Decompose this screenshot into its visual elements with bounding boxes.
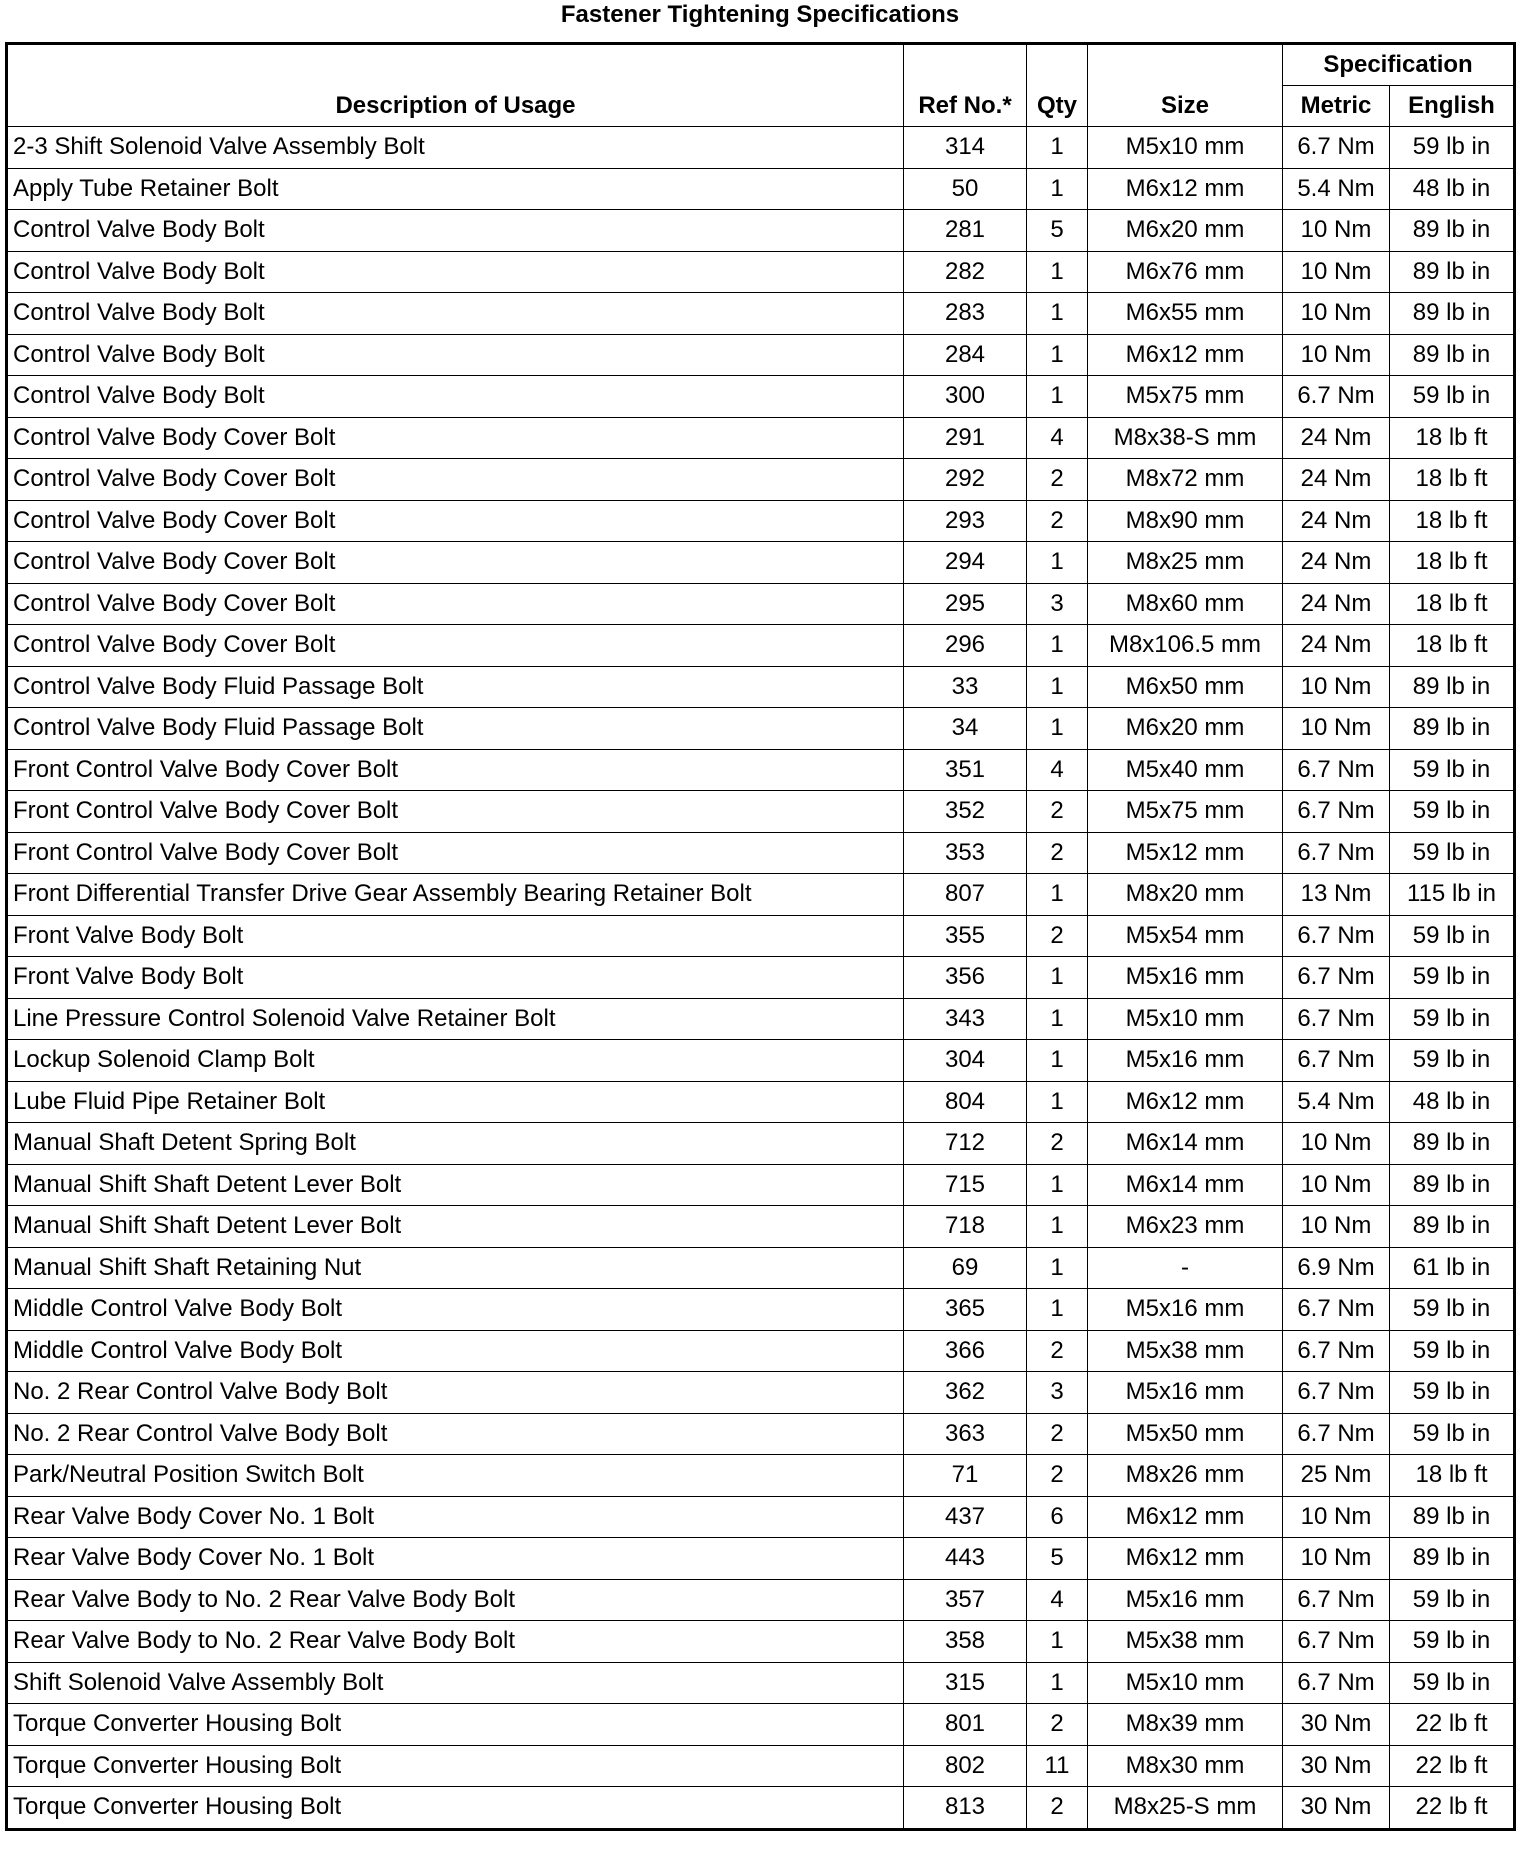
cell-metric: 10 Nm bbox=[1283, 1123, 1390, 1165]
cell-qty: 1 bbox=[1027, 957, 1088, 999]
cell-size: M6x12 mm bbox=[1088, 1538, 1283, 1580]
cell-description: Front Valve Body Bolt bbox=[7, 915, 904, 957]
cell-qty: 1 bbox=[1027, 1621, 1088, 1663]
table-row bbox=[7, 168, 1515, 210]
cell-english: 89 lb in bbox=[1390, 334, 1515, 376]
cell-english: 59 lb in bbox=[1390, 1040, 1515, 1082]
cell-qty: 1 bbox=[1027, 376, 1088, 418]
cell-ref-no: 356 bbox=[904, 957, 1027, 999]
table-row bbox=[7, 1081, 1515, 1123]
cell-ref-no: 352 bbox=[904, 791, 1027, 833]
cell-ref-no: 293 bbox=[904, 500, 1027, 542]
cell-english: 89 lb in bbox=[1390, 708, 1515, 750]
table-row bbox=[7, 293, 1515, 335]
cell-ref-no: 281 bbox=[904, 210, 1027, 252]
cell-description: Control Valve Body Cover Bolt bbox=[7, 542, 904, 584]
cell-ref-no: 295 bbox=[904, 583, 1027, 625]
cell-ref-no: 69 bbox=[904, 1247, 1027, 1289]
cell-qty: 1 bbox=[1027, 1164, 1088, 1206]
table-row bbox=[7, 666, 1515, 708]
cell-qty: 2 bbox=[1027, 1787, 1088, 1830]
table-row bbox=[7, 1164, 1515, 1206]
cell-size: M6x12 mm bbox=[1088, 1496, 1283, 1538]
cell-qty: 1 bbox=[1027, 998, 1088, 1040]
cell-qty: 1 bbox=[1027, 1081, 1088, 1123]
cell-qty: 11 bbox=[1027, 1745, 1088, 1787]
cell-ref-no: 365 bbox=[904, 1289, 1027, 1331]
cell-description: Torque Converter Housing Bolt bbox=[7, 1787, 904, 1830]
cell-metric: 6.7 Nm bbox=[1283, 749, 1390, 791]
cell-size: M5x75 mm bbox=[1088, 376, 1283, 418]
cell-qty: 1 bbox=[1027, 708, 1088, 750]
cell-english: 48 lb in bbox=[1390, 168, 1515, 210]
cell-metric: 6.7 Nm bbox=[1283, 1579, 1390, 1621]
cell-description: Control Valve Body Cover Bolt bbox=[7, 417, 904, 459]
cell-size: M8x26 mm bbox=[1088, 1455, 1283, 1497]
cell-qty: 5 bbox=[1027, 1538, 1088, 1580]
cell-english: 48 lb in bbox=[1390, 1081, 1515, 1123]
cell-ref-no: 71 bbox=[904, 1455, 1027, 1497]
cell-english: 59 lb in bbox=[1390, 957, 1515, 999]
cell-english: 18 lb ft bbox=[1390, 459, 1515, 501]
table-row bbox=[7, 127, 1515, 169]
table-row bbox=[7, 334, 1515, 376]
cell-english: 61 lb in bbox=[1390, 1247, 1515, 1289]
cell-size: M6x20 mm bbox=[1088, 210, 1283, 252]
cell-qty: 4 bbox=[1027, 1579, 1088, 1621]
table-row bbox=[7, 957, 1515, 999]
cell-english: 22 lb ft bbox=[1390, 1787, 1515, 1830]
cell-size: M8x106.5 mm bbox=[1088, 625, 1283, 667]
cell-size: M5x10 mm bbox=[1088, 1662, 1283, 1704]
header-qty: Qty bbox=[1027, 44, 1088, 127]
cell-description: Control Valve Body Cover Bolt bbox=[7, 500, 904, 542]
cell-size: M5x75 mm bbox=[1088, 791, 1283, 833]
cell-metric: 24 Nm bbox=[1283, 542, 1390, 584]
cell-metric: 5.4 Nm bbox=[1283, 168, 1390, 210]
cell-qty: 2 bbox=[1027, 1330, 1088, 1372]
cell-metric: 25 Nm bbox=[1283, 1455, 1390, 1497]
cell-qty: 1 bbox=[1027, 1247, 1088, 1289]
cell-description: Shift Solenoid Valve Assembly Bolt bbox=[7, 1662, 904, 1704]
cell-description: Front Differential Transfer Drive Gear Assembly Bearing Retainer Bolt bbox=[7, 874, 904, 916]
cell-ref-no: 358 bbox=[904, 1621, 1027, 1663]
table-row bbox=[7, 251, 1515, 293]
cell-qty: 2 bbox=[1027, 1704, 1088, 1746]
cell-metric: 24 Nm bbox=[1283, 583, 1390, 625]
cell-description: Control Valve Body Fluid Passage Bolt bbox=[7, 708, 904, 750]
table-row bbox=[7, 625, 1515, 667]
header-english: English bbox=[1390, 86, 1515, 127]
cell-english: 59 lb in bbox=[1390, 791, 1515, 833]
cell-qty: 2 bbox=[1027, 791, 1088, 833]
cell-description: Front Valve Body Bolt bbox=[7, 957, 904, 999]
cell-english: 59 lb in bbox=[1390, 1621, 1515, 1663]
cell-size: M6x50 mm bbox=[1088, 666, 1283, 708]
cell-size: M6x14 mm bbox=[1088, 1123, 1283, 1165]
cell-qty: 1 bbox=[1027, 168, 1088, 210]
cell-english: 89 lb in bbox=[1390, 666, 1515, 708]
cell-metric: 10 Nm bbox=[1283, 666, 1390, 708]
cell-qty: 2 bbox=[1027, 459, 1088, 501]
cell-ref-no: 294 bbox=[904, 542, 1027, 584]
cell-english: 59 lb in bbox=[1390, 1289, 1515, 1331]
cell-ref-no: 292 bbox=[904, 459, 1027, 501]
cell-description: No. 2 Rear Control Valve Body Bolt bbox=[7, 1413, 904, 1455]
cell-ref-no: 363 bbox=[904, 1413, 1027, 1455]
cell-qty: 1 bbox=[1027, 127, 1088, 169]
cell-english: 89 lb in bbox=[1390, 1123, 1515, 1165]
cell-qty: 1 bbox=[1027, 1206, 1088, 1248]
cell-size: M5x16 mm bbox=[1088, 957, 1283, 999]
cell-metric: 5.4 Nm bbox=[1283, 1081, 1390, 1123]
table-row bbox=[7, 583, 1515, 625]
cell-qty: 2 bbox=[1027, 915, 1088, 957]
cell-description: Lockup Solenoid Clamp Bolt bbox=[7, 1040, 904, 1082]
cell-size: M6x20 mm bbox=[1088, 708, 1283, 750]
table-row bbox=[7, 1579, 1515, 1621]
cell-english: 59 lb in bbox=[1390, 915, 1515, 957]
cell-size: M8x39 mm bbox=[1088, 1704, 1283, 1746]
cell-english: 89 lb in bbox=[1390, 293, 1515, 335]
cell-size: M5x10 mm bbox=[1088, 127, 1283, 169]
cell-qty: 1 bbox=[1027, 293, 1088, 335]
cell-metric: 30 Nm bbox=[1283, 1745, 1390, 1787]
cell-description: Manual Shift Shaft Retaining Nut bbox=[7, 1247, 904, 1289]
cell-size: M5x12 mm bbox=[1088, 832, 1283, 874]
cell-size: M6x23 mm bbox=[1088, 1206, 1283, 1248]
table-row bbox=[7, 1704, 1515, 1746]
cell-metric: 6.7 Nm bbox=[1283, 127, 1390, 169]
cell-metric: 6.7 Nm bbox=[1283, 998, 1390, 1040]
header-ref-no: Ref No.* bbox=[904, 44, 1027, 127]
cell-qty: 1 bbox=[1027, 334, 1088, 376]
cell-ref-no: 296 bbox=[904, 625, 1027, 667]
cell-qty: 1 bbox=[1027, 874, 1088, 916]
cell-metric: 6.7 Nm bbox=[1283, 791, 1390, 833]
cell-description: Rear Valve Body to No. 2 Rear Valve Body Bolt bbox=[7, 1579, 904, 1621]
cell-metric: 24 Nm bbox=[1283, 417, 1390, 459]
cell-ref-no: 351 bbox=[904, 749, 1027, 791]
cell-size: M8x72 mm bbox=[1088, 459, 1283, 501]
cell-metric: 6.7 Nm bbox=[1283, 957, 1390, 999]
cell-size: M6x55 mm bbox=[1088, 293, 1283, 335]
table-row bbox=[7, 1289, 1515, 1331]
table-row bbox=[7, 998, 1515, 1040]
cell-size: M8x60 mm bbox=[1088, 583, 1283, 625]
cell-ref-no: 718 bbox=[904, 1206, 1027, 1248]
cell-ref-no: 362 bbox=[904, 1372, 1027, 1414]
table-row bbox=[7, 1496, 1515, 1538]
cell-description: Manual Shaft Detent Spring Bolt bbox=[7, 1123, 904, 1165]
cell-metric: 10 Nm bbox=[1283, 251, 1390, 293]
cell-english: 59 lb in bbox=[1390, 1662, 1515, 1704]
table-row bbox=[7, 915, 1515, 957]
cell-size: M5x38 mm bbox=[1088, 1330, 1283, 1372]
cell-metric: 6.7 Nm bbox=[1283, 1372, 1390, 1414]
cell-english: 18 lb ft bbox=[1390, 625, 1515, 667]
cell-ref-no: 50 bbox=[904, 168, 1027, 210]
cell-description: Torque Converter Housing Bolt bbox=[7, 1704, 904, 1746]
table-row bbox=[7, 542, 1515, 584]
cell-ref-no: 437 bbox=[904, 1496, 1027, 1538]
cell-english: 18 lb ft bbox=[1390, 417, 1515, 459]
cell-description: Manual Shift Shaft Detent Lever Bolt bbox=[7, 1206, 904, 1248]
cell-english: 89 lb in bbox=[1390, 251, 1515, 293]
cell-size: M8x25 mm bbox=[1088, 542, 1283, 584]
table-row bbox=[7, 500, 1515, 542]
table-row bbox=[7, 1330, 1515, 1372]
cell-ref-no: 801 bbox=[904, 1704, 1027, 1746]
cell-metric: 6.7 Nm bbox=[1283, 376, 1390, 418]
table-row bbox=[7, 1040, 1515, 1082]
cell-english: 59 lb in bbox=[1390, 1413, 1515, 1455]
cell-description: Middle Control Valve Body Bolt bbox=[7, 1330, 904, 1372]
cell-english: 59 lb in bbox=[1390, 1372, 1515, 1414]
cell-english: 89 lb in bbox=[1390, 210, 1515, 252]
cell-english: 59 lb in bbox=[1390, 1330, 1515, 1372]
cell-size: M8x38-S mm bbox=[1088, 417, 1283, 459]
cell-qty: 4 bbox=[1027, 417, 1088, 459]
cell-size: M6x76 mm bbox=[1088, 251, 1283, 293]
cell-metric: 10 Nm bbox=[1283, 334, 1390, 376]
table-row bbox=[7, 417, 1515, 459]
cell-size: M5x40 mm bbox=[1088, 749, 1283, 791]
cell-ref-no: 343 bbox=[904, 998, 1027, 1040]
cell-description: Control Valve Body Cover Bolt bbox=[7, 459, 904, 501]
cell-qty: 2 bbox=[1027, 832, 1088, 874]
cell-description: Control Valve Body Cover Bolt bbox=[7, 625, 904, 667]
cell-english: 89 lb in bbox=[1390, 1206, 1515, 1248]
cell-description: Torque Converter Housing Bolt bbox=[7, 1745, 904, 1787]
cell-metric: 24 Nm bbox=[1283, 625, 1390, 667]
cell-size: M5x16 mm bbox=[1088, 1372, 1283, 1414]
table-body bbox=[7, 127, 1515, 1830]
cell-english: 59 lb in bbox=[1390, 1579, 1515, 1621]
cell-qty: 1 bbox=[1027, 625, 1088, 667]
table-row bbox=[7, 1538, 1515, 1580]
table-row bbox=[7, 1413, 1515, 1455]
cell-english: 89 lb in bbox=[1390, 1538, 1515, 1580]
cell-ref-no: 813 bbox=[904, 1787, 1027, 1830]
cell-metric: 6.7 Nm bbox=[1283, 1413, 1390, 1455]
cell-english: 59 lb in bbox=[1390, 998, 1515, 1040]
cell-description: Lube Fluid Pipe Retainer Bolt bbox=[7, 1081, 904, 1123]
cell-qty: 2 bbox=[1027, 1123, 1088, 1165]
cell-metric: 13 Nm bbox=[1283, 874, 1390, 916]
cell-description: Control Valve Body Bolt bbox=[7, 210, 904, 252]
cell-ref-no: 355 bbox=[904, 915, 1027, 957]
cell-metric: 10 Nm bbox=[1283, 708, 1390, 750]
cell-description: Control Valve Body Bolt bbox=[7, 376, 904, 418]
cell-metric: 10 Nm bbox=[1283, 1538, 1390, 1580]
cell-size: M5x16 mm bbox=[1088, 1040, 1283, 1082]
cell-metric: 10 Nm bbox=[1283, 1164, 1390, 1206]
cell-qty: 1 bbox=[1027, 1289, 1088, 1331]
cell-ref-no: 304 bbox=[904, 1040, 1027, 1082]
cell-metric: 6.7 Nm bbox=[1283, 1330, 1390, 1372]
cell-ref-no: 291 bbox=[904, 417, 1027, 459]
cell-english: 18 lb ft bbox=[1390, 583, 1515, 625]
cell-size: M5x50 mm bbox=[1088, 1413, 1283, 1455]
cell-size: M8x25-S mm bbox=[1088, 1787, 1283, 1830]
cell-qty: 2 bbox=[1027, 1413, 1088, 1455]
cell-description: No. 2 Rear Control Valve Body Bolt bbox=[7, 1372, 904, 1414]
table-row bbox=[7, 210, 1515, 252]
cell-english: 22 lb ft bbox=[1390, 1745, 1515, 1787]
cell-description: Control Valve Body Cover Bolt bbox=[7, 583, 904, 625]
cell-qty: 2 bbox=[1027, 1455, 1088, 1497]
cell-qty: 4 bbox=[1027, 749, 1088, 791]
cell-metric: 6.7 Nm bbox=[1283, 1040, 1390, 1082]
cell-qty: 1 bbox=[1027, 542, 1088, 584]
cell-qty: 1 bbox=[1027, 1662, 1088, 1704]
cell-size: - bbox=[1088, 1247, 1283, 1289]
cell-metric: 6.7 Nm bbox=[1283, 1621, 1390, 1663]
cell-metric: 10 Nm bbox=[1283, 1206, 1390, 1248]
cell-english: 18 lb ft bbox=[1390, 1455, 1515, 1497]
cell-description: Front Control Valve Body Cover Bolt bbox=[7, 749, 904, 791]
cell-qty: 5 bbox=[1027, 210, 1088, 252]
table-row bbox=[7, 376, 1515, 418]
cell-description: Rear Valve Body Cover No. 1 Bolt bbox=[7, 1496, 904, 1538]
cell-ref-no: 315 bbox=[904, 1662, 1027, 1704]
cell-english: 22 lb ft bbox=[1390, 1704, 1515, 1746]
cell-qty: 2 bbox=[1027, 500, 1088, 542]
cell-description: Apply Tube Retainer Bolt bbox=[7, 168, 904, 210]
header-description: Description of Usage bbox=[7, 44, 904, 127]
cell-description: Middle Control Valve Body Bolt bbox=[7, 1289, 904, 1331]
cell-size: M5x38 mm bbox=[1088, 1621, 1283, 1663]
cell-english: 18 lb ft bbox=[1390, 500, 1515, 542]
cell-ref-no: 283 bbox=[904, 293, 1027, 335]
table-row bbox=[7, 1247, 1515, 1289]
cell-description: Control Valve Body Bolt bbox=[7, 334, 904, 376]
cell-size: M8x20 mm bbox=[1088, 874, 1283, 916]
cell-size: M5x16 mm bbox=[1088, 1289, 1283, 1331]
cell-ref-no: 357 bbox=[904, 1579, 1027, 1621]
cell-metric: 6.7 Nm bbox=[1283, 915, 1390, 957]
cell-ref-no: 807 bbox=[904, 874, 1027, 916]
cell-size: M6x14 mm bbox=[1088, 1164, 1283, 1206]
table-row bbox=[7, 1745, 1515, 1787]
cell-size: M8x30 mm bbox=[1088, 1745, 1283, 1787]
cell-ref-no: 284 bbox=[904, 334, 1027, 376]
cell-english: 18 lb ft bbox=[1390, 542, 1515, 584]
cell-metric: 6.7 Nm bbox=[1283, 1289, 1390, 1331]
table-row bbox=[7, 791, 1515, 833]
cell-metric: 10 Nm bbox=[1283, 210, 1390, 252]
cell-size: M6x12 mm bbox=[1088, 1081, 1283, 1123]
cell-ref-no: 802 bbox=[904, 1745, 1027, 1787]
table-row bbox=[7, 1662, 1515, 1704]
cell-qty: 1 bbox=[1027, 666, 1088, 708]
cell-description: Control Valve Body Fluid Passage Bolt bbox=[7, 666, 904, 708]
table-row bbox=[7, 708, 1515, 750]
cell-english: 115 lb in bbox=[1390, 874, 1515, 916]
cell-qty: 3 bbox=[1027, 583, 1088, 625]
table-row bbox=[7, 749, 1515, 791]
cell-metric: 30 Nm bbox=[1283, 1787, 1390, 1830]
cell-english: 89 lb in bbox=[1390, 1496, 1515, 1538]
cell-ref-no: 33 bbox=[904, 666, 1027, 708]
table-row bbox=[7, 1621, 1515, 1663]
page-title: Fastener Tightening Specifications bbox=[560, 1, 960, 28]
cell-size: M5x10 mm bbox=[1088, 998, 1283, 1040]
cell-ref-no: 443 bbox=[904, 1538, 1027, 1580]
cell-description: Rear Valve Body to No. 2 Rear Valve Body Bolt bbox=[7, 1621, 904, 1663]
cell-ref-no: 282 bbox=[904, 251, 1027, 293]
cell-ref-no: 300 bbox=[904, 376, 1027, 418]
table-row bbox=[7, 874, 1515, 916]
cell-size: M5x16 mm bbox=[1088, 1579, 1283, 1621]
cell-metric: 24 Nm bbox=[1283, 459, 1390, 501]
cell-ref-no: 804 bbox=[904, 1081, 1027, 1123]
table-row bbox=[7, 1787, 1515, 1830]
header-specification: Specification bbox=[1283, 44, 1515, 86]
cell-metric: 6.9 Nm bbox=[1283, 1247, 1390, 1289]
cell-ref-no: 712 bbox=[904, 1123, 1027, 1165]
cell-description: Line Pressure Control Solenoid Valve Retainer Bolt bbox=[7, 998, 904, 1040]
cell-english: 89 lb in bbox=[1390, 1164, 1515, 1206]
table-row bbox=[7, 1123, 1515, 1165]
cell-metric: 6.7 Nm bbox=[1283, 1662, 1390, 1704]
spec-table bbox=[5, 42, 1516, 1831]
cell-description: Control Valve Body Bolt bbox=[7, 251, 904, 293]
table-row bbox=[7, 459, 1515, 501]
cell-description: Park/Neutral Position Switch Bolt bbox=[7, 1455, 904, 1497]
cell-description: 2-3 Shift Solenoid Valve Assembly Bolt bbox=[7, 127, 904, 169]
cell-qty: 1 bbox=[1027, 251, 1088, 293]
cell-description: Front Control Valve Body Cover Bolt bbox=[7, 832, 904, 874]
cell-metric: 6.7 Nm bbox=[1283, 832, 1390, 874]
cell-ref-no: 715 bbox=[904, 1164, 1027, 1206]
table-row bbox=[7, 832, 1515, 874]
cell-qty: 3 bbox=[1027, 1372, 1088, 1414]
cell-metric: 10 Nm bbox=[1283, 293, 1390, 335]
header-size: Size bbox=[1088, 44, 1283, 127]
cell-size: M5x54 mm bbox=[1088, 915, 1283, 957]
cell-description: Manual Shift Shaft Detent Lever Bolt bbox=[7, 1164, 904, 1206]
cell-ref-no: 353 bbox=[904, 832, 1027, 874]
cell-description: Rear Valve Body Cover No. 1 Bolt bbox=[7, 1538, 904, 1580]
cell-qty: 6 bbox=[1027, 1496, 1088, 1538]
table-row bbox=[7, 1455, 1515, 1497]
cell-metric: 24 Nm bbox=[1283, 500, 1390, 542]
cell-qty: 1 bbox=[1027, 1040, 1088, 1082]
cell-description: Control Valve Body Bolt bbox=[7, 293, 904, 335]
cell-english: 59 lb in bbox=[1390, 376, 1515, 418]
cell-ref-no: 366 bbox=[904, 1330, 1027, 1372]
table-row bbox=[7, 1206, 1515, 1248]
table-row bbox=[7, 1372, 1515, 1414]
cell-description: Front Control Valve Body Cover Bolt bbox=[7, 791, 904, 833]
cell-size: M6x12 mm bbox=[1088, 334, 1283, 376]
cell-metric: 30 Nm bbox=[1283, 1704, 1390, 1746]
header-metric: Metric bbox=[1283, 86, 1390, 127]
cell-ref-no: 34 bbox=[904, 708, 1027, 750]
cell-english: 59 lb in bbox=[1390, 749, 1515, 791]
cell-size: M6x12 mm bbox=[1088, 168, 1283, 210]
table-header bbox=[7, 44, 1515, 127]
cell-size: M8x90 mm bbox=[1088, 500, 1283, 542]
cell-metric: 10 Nm bbox=[1283, 1496, 1390, 1538]
cell-english: 59 lb in bbox=[1390, 127, 1515, 169]
cell-english: 59 lb in bbox=[1390, 832, 1515, 874]
cell-ref-no: 314 bbox=[904, 127, 1027, 169]
